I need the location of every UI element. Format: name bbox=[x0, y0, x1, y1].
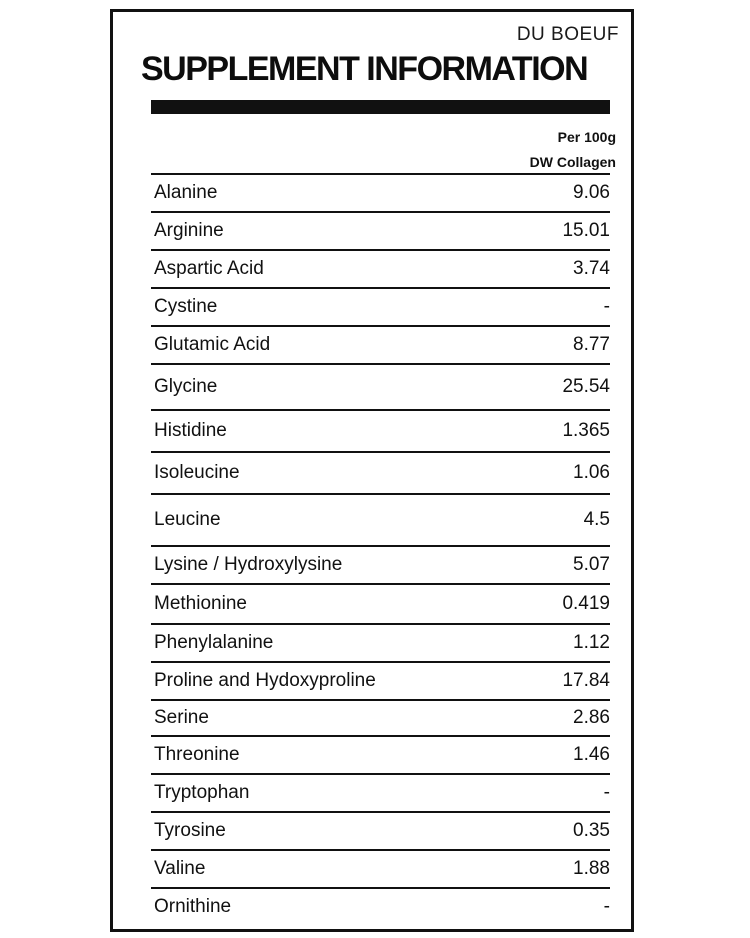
nutrient-name: Tryptophan bbox=[154, 782, 250, 803]
nutrient-name: Ornithine bbox=[154, 895, 232, 917]
nutrient-value: 1.46 bbox=[573, 744, 610, 765]
table-row bbox=[151, 363, 610, 409]
nutrient-name: Isoleucine bbox=[154, 462, 240, 483]
nutrient-value: 4.5 bbox=[583, 509, 610, 530]
nutrient-value: 1.12 bbox=[573, 632, 610, 653]
nutrient-value: - bbox=[603, 782, 610, 803]
nutrient-name: Alanine bbox=[154, 182, 218, 203]
supplement-information-panel bbox=[110, 9, 634, 932]
table-row bbox=[151, 211, 610, 249]
table-row bbox=[151, 773, 610, 811]
nutrient-name: Threonine bbox=[154, 744, 240, 765]
table-row bbox=[151, 583, 610, 623]
nutrient-value: 15.01 bbox=[562, 220, 610, 241]
nutrient-value: 17.84 bbox=[562, 670, 610, 691]
nutrient-name: Cystine bbox=[154, 296, 218, 317]
table-row bbox=[151, 493, 610, 545]
nutrient-value: 3.74 bbox=[573, 258, 610, 279]
nutrient-value: 5.07 bbox=[573, 554, 610, 575]
table-row bbox=[151, 887, 610, 924]
column-header bbox=[530, 125, 616, 175]
nutrient-name: Phenylalanine bbox=[154, 632, 274, 653]
nutrient-name: Aspartic Acid bbox=[154, 258, 264, 279]
nutrient-name: Serine bbox=[154, 707, 209, 728]
column-header-line2: DW Collagen bbox=[529, 154, 616, 170]
nutrient-name: Proline and Hydoxyproline bbox=[154, 670, 376, 691]
nutrient-name: Glutamic Acid bbox=[154, 334, 271, 355]
table-row bbox=[151, 545, 610, 583]
nutrient-value: - bbox=[603, 895, 610, 917]
nutrient-value: 0.419 bbox=[562, 593, 610, 614]
table-row bbox=[151, 699, 610, 735]
table-row bbox=[151, 811, 610, 849]
nutrient-value: 1.365 bbox=[562, 420, 610, 441]
nutrient-value: 2.86 bbox=[573, 707, 610, 728]
nutrient-name: Leucine bbox=[154, 509, 221, 530]
nutrient-value: 25.54 bbox=[562, 376, 610, 397]
table-row bbox=[151, 409, 610, 451]
table-row bbox=[151, 287, 610, 325]
table-row bbox=[151, 451, 610, 493]
table-row bbox=[151, 849, 610, 887]
table-row bbox=[151, 325, 610, 363]
nutrient-name: Lysine / Hydroxylysine bbox=[154, 554, 343, 575]
nutrient-value: 9.06 bbox=[573, 182, 610, 203]
panel-title: SUPPLEMENT INFORMATION bbox=[141, 50, 588, 88]
nutrient-name: Methionine bbox=[154, 593, 247, 614]
nutrient-name: Arginine bbox=[154, 220, 224, 241]
brand-name: DU BOEUF bbox=[516, 24, 619, 45]
nutrient-name: Glycine bbox=[154, 376, 218, 397]
table-row bbox=[151, 623, 610, 661]
table-row bbox=[151, 173, 610, 211]
nutrient-value: 8.77 bbox=[573, 334, 610, 355]
nutrient-value: 0.35 bbox=[573, 820, 610, 841]
title-divider-bar bbox=[151, 100, 610, 114]
nutrient-value: 1.06 bbox=[573, 462, 610, 483]
table-row bbox=[151, 735, 610, 773]
table-row bbox=[151, 249, 610, 287]
nutrient-name: Tyrosine bbox=[154, 820, 226, 841]
nutrient-value: - bbox=[603, 296, 610, 317]
nutrient-name: Valine bbox=[154, 858, 206, 879]
nutrient-value: 1.88 bbox=[573, 858, 610, 879]
column-header-line1: Per 100g bbox=[557, 129, 616, 145]
nutrient-name: Histidine bbox=[154, 420, 227, 441]
table-row bbox=[151, 661, 610, 699]
